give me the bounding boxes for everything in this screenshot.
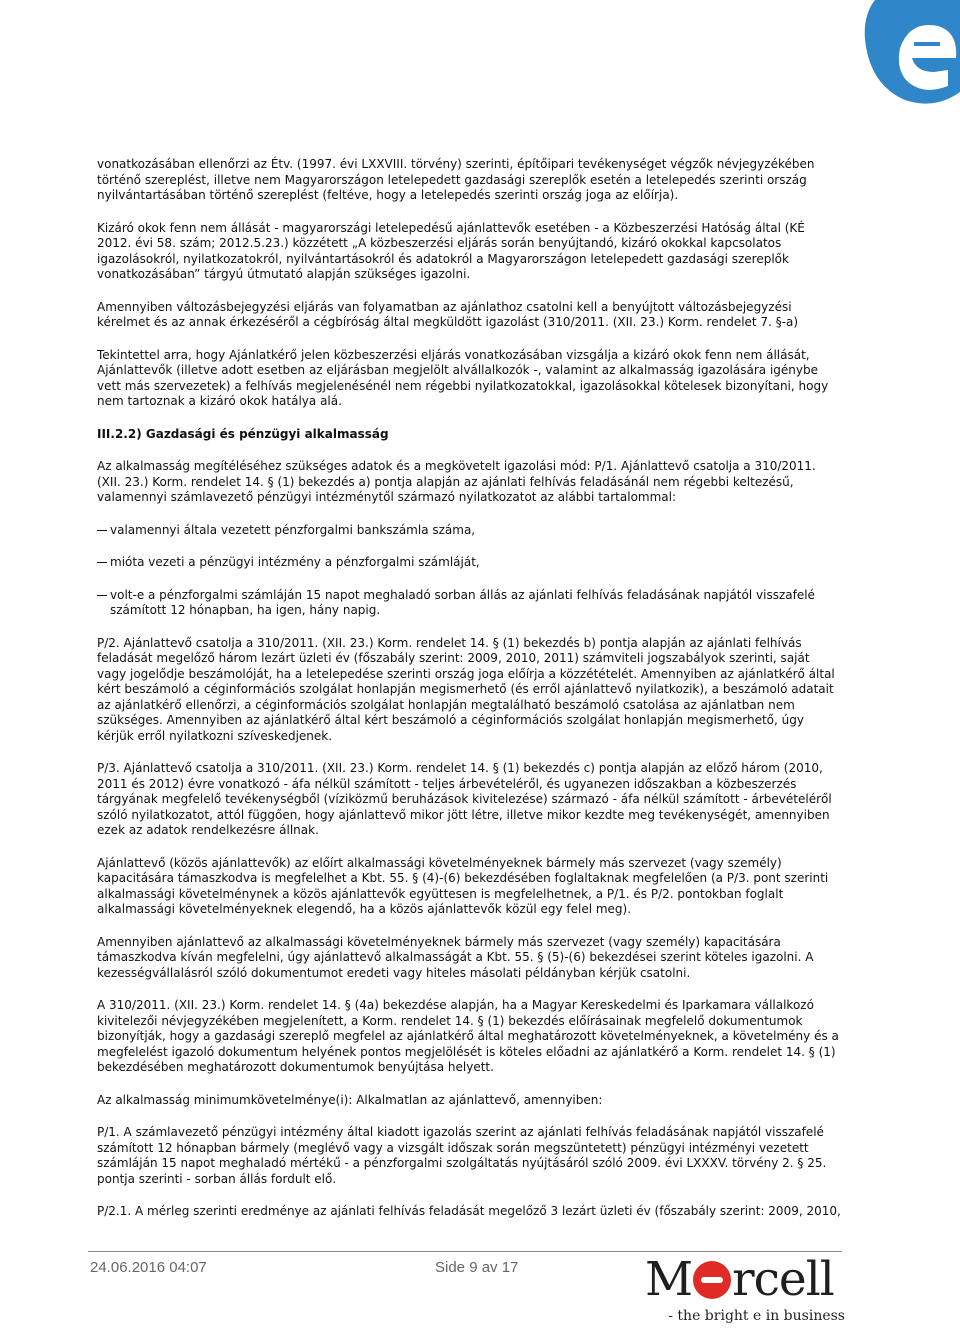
brand-logo (645, 1252, 845, 1324)
brand-wordmark (645, 1252, 834, 1308)
footer-date: 24.06.2016 04:07 (90, 1259, 207, 1276)
paragraph-p1-requirement: Az alkalmasság megítéléséhez szükséges adatok és a megkövetelt igazolási mód: P/1. Ajánlattevő csatolja a 310/2011. (XII. 23.) Korm. rendelet 14. § (1) bekezdés a) pontja alapján az ajánlati felhívás feladásánál nem régebbi keltezésű, valamennyi számlavezető pénzügyi intézménytől származó nyilatkozatot az alábbi tartalommal: (97, 459, 816, 504)
brand-wordmark-left: M (645, 1252, 693, 1307)
paragraph-p3-requirement: P/3. Ajánlattevő csatolja a 310/2011. (XII. 23.) Korm. rendelet 14. § (1) bekezdés c) pontja alapján az előző három (2010, 2011 és 2012) évre vonatkozó - áfa nélkül számított - teljes árbevételéről, és ugyanezen időszakban a közbeszerzés tárgyának megfelelő tevékenységből (víziközmű beruházások kivitelezése) származó - áfa nélkül számított - árbevételéről szóló nyilatkozatot, attól függően, hogy ajánlattevő mikor jött létre, illetve mikor kezdte meg tevékenységét, amennyiben ezek az adatok rendelkezésre állnak. (97, 761, 832, 837)
paragraph-exclusion-proof: Tekintettel arra, hogy Ajánlatkérő jelen közbeszerzési eljárás vonatkozásában vizsgálja a kizáró okok fenn nem állását, Ajánlattevők (illetve adott esetben az eljárásban megjelölt alvállalkozók -, valamint az alkalmasság igazolására igénybe vett más szervezetek) a felhívás megjelenésénél nem régebbi nyilatkozatokkal, igazolásokkal kötelesek bizonyítani, hogy nem tartoznak a kizáró okok hatálya alá. (97, 347, 829, 408)
document-body (97, 157, 842, 1237)
paragraph-p1-minimum: P/1. A számlavezető pénzügyi intézmény által kiadott igazolás szerint az ajánlati felhívás feladásának napjától visszafelé számított 12 hónapban bármely (meglévő vagy a vizsgált időszak során megszüntetett) pénzügyi intézményi vezetett számláján 15 napot meghaladó mértékű - a pénzforgalmi szolgáltatás nyújtásáról szóló 2009. évi LXXXV. törvény 2. § 25. pontja szerinti - sorban állás fordult elő. (97, 1125, 827, 1186)
list-item-text: valamennyi általa vezetett pénzforgalmi bankszámla száma, (110, 522, 476, 537)
footer-page-number: Side 9 av 17 (435, 1259, 519, 1276)
dash-bullet-icon (97, 588, 110, 619)
paragraph-capacity: Ajánlattevő (közös ajánlattevők) az előírt alkalmassági követelményeknek bármely más szervezet (vagy személy) kapacitására támaszkodva is megfelelhet a Kbt. 55. § (4)-(6) bekezdésében foglaltaknak megfelelően (a P/3. pont szerinti alkalmassági követelménynek a közös ajánlattevők együttesen is megfelelhetnek, a P/1. és P/2. pontokban foglalt alkalmassági követelményeknek elegendő, ha a közös ajánlattevők közül egy felel meg). (97, 855, 829, 916)
list-item (97, 523, 842, 539)
paragraph-exclusion-grounds: Kizáró okok fenn nem állását - magyarországi letelepedésű ajánlattevők esetében - a Közbeszerzési Hatóság által (KÉ 2012. évi 58. szám; 2012.5.23.) közzétett „A közbeszerzési eljárás során benyújtandó, kizáró okokkal kapcsolatos igazolásokról, nyilatkozatokról, nyilvántartásokról és adatokról a Magyarországon letelepedett gazdasági szereplők vonatkozásában” tárgyú útmutató alapján szükséges igazolni. (97, 220, 805, 281)
paragraph-etv: vonatkozásában ellenőrzi az Étv. (1997. évi LXXVIII. törvény) szerinti, építőipari tevékenységet végzők névjegyzékében történő szereplést, illetve nem Magyarországon letelepedett gazdasági szereplők esetén a letelepedés szerinti ország nyilvántartásában történő szereplést (feltéve, hogy a letelepedés szerinti ország joga az előírja). (97, 157, 815, 202)
list-item (97, 588, 842, 619)
brand-tagline: - the bright e in business (668, 1308, 845, 1324)
dash-bullet-icon (97, 523, 110, 539)
list-item-text: volt-e a pénzforgalmi számláján 15 napot meghaladó sorban állás az ajánlati felhívás feladásának napjától visszafelé számított 12 hónapban, ha igen, hány napig. (110, 587, 815, 617)
dash-bullet-icon (97, 555, 110, 571)
paragraph-p2-1-minimum: P/2.1. A mérleg szerinti eredménye az ajánlati felhívás feladását megelőző 3 lezárt üzleti év (főszabály szerint: 2009, 2010, (97, 1204, 841, 1218)
paragraph-p2-requirement: P/2. Ajánlattevő csatolja a 310/2011. (XII. 23.) Korm. rendelet 14. § (1) bekezdés b) pontja alapján az ajánlati felhívás feladását megelőző három lezárt üzleti év (főszabály szerint: 2009, 2010, 2011) számviteli jogszabályok szerinti, saját vagy jogelődje beszámolóját, ha a letelepedése szerinti ország joga előírja a közzétételét. Amennyiben az ajánlatkérő által kért beszámoló a céginformációs szolgálat honlapján megismerhető (és erről ajánlattevő nyilatkozik), a beszámoló adatait az ajánlatkérő ellenőrzi, a céginformációs szolgálat honlapján megtalálható beszámoló csatolása az ajánlatban nem szükséges. Amennyiben az ajánlatkérő által kért beszámoló a céginformációs szolgálat honlapján megismerhető, úgy kérjük erről nyilatkozni szíveskedjenek. (97, 635, 835, 743)
paragraph-registry: A 310/2011. (XII. 23.) Korm. rendelet 14. § (4a) bekezdése alapján, ha a Magyar Kereskedelmi és Iparkamara vállalkozó kivitelezői névjegyzékében megjelenített, a Korm. rendelet 14. § (1) bekezdés előírásainak megfelelő dokumentumok bizonyítják, hogy a gazdasági szereplő megfelel az ajánlatkérő által meghatározott követelményeknek, a követelmény és a megfelelést igazoló dokumentum helyének pontos megjelölését is köteles előadni az ajánlatkérő a Korm. rendelet 14. § (1) bekezdésében meghatározott dokumentumok benyújtása helyett. (97, 998, 839, 1074)
list-item (97, 555, 842, 571)
corner-logo-icon (830, 0, 960, 110)
list-item-text: mióta vezeti a pénzügyi intézmény a pénzforgalmi számláját, (110, 555, 480, 569)
brand-wordmark-right: rcell (732, 1252, 834, 1307)
brand-e-icon (693, 1261, 731, 1299)
paragraph-capacity-proof: Amennyiben ajánlattevő az alkalmassági követelményeknek bármely más szervezet (vagy személy) kapacitására támaszkodva kíván megfelelni, úgy ajánlattevő alkalmasságát a Kbt. 55. § (5)-(6) bekezdései szerint köteles igazolni. A kezességvállalásról szóló dokumentumot eredeti vagy hiteles másolati példányban kérjük csatolni. (97, 934, 814, 980)
paragraph-change-registration: Amennyiben változásbejegyzési eljárás van folyamatban az ajánlathoz csatolni kell a benyújtott változásbejegyzési kérelmet és az annak érkezéséről a cégbíróság által megküldött igazolást (310/2011. (XII. 23.) Korm. rendelet 7. §-a) (97, 299, 799, 329)
paragraph-minimum-requirements: Az alkalmasság minimumkövetelménye(i): Alkalmatlan az ajánlattevő, amennyiben: (97, 1092, 603, 1107)
section-heading: III.2.2) Gazdasági és pénzügyi alkalmasság (97, 426, 389, 441)
